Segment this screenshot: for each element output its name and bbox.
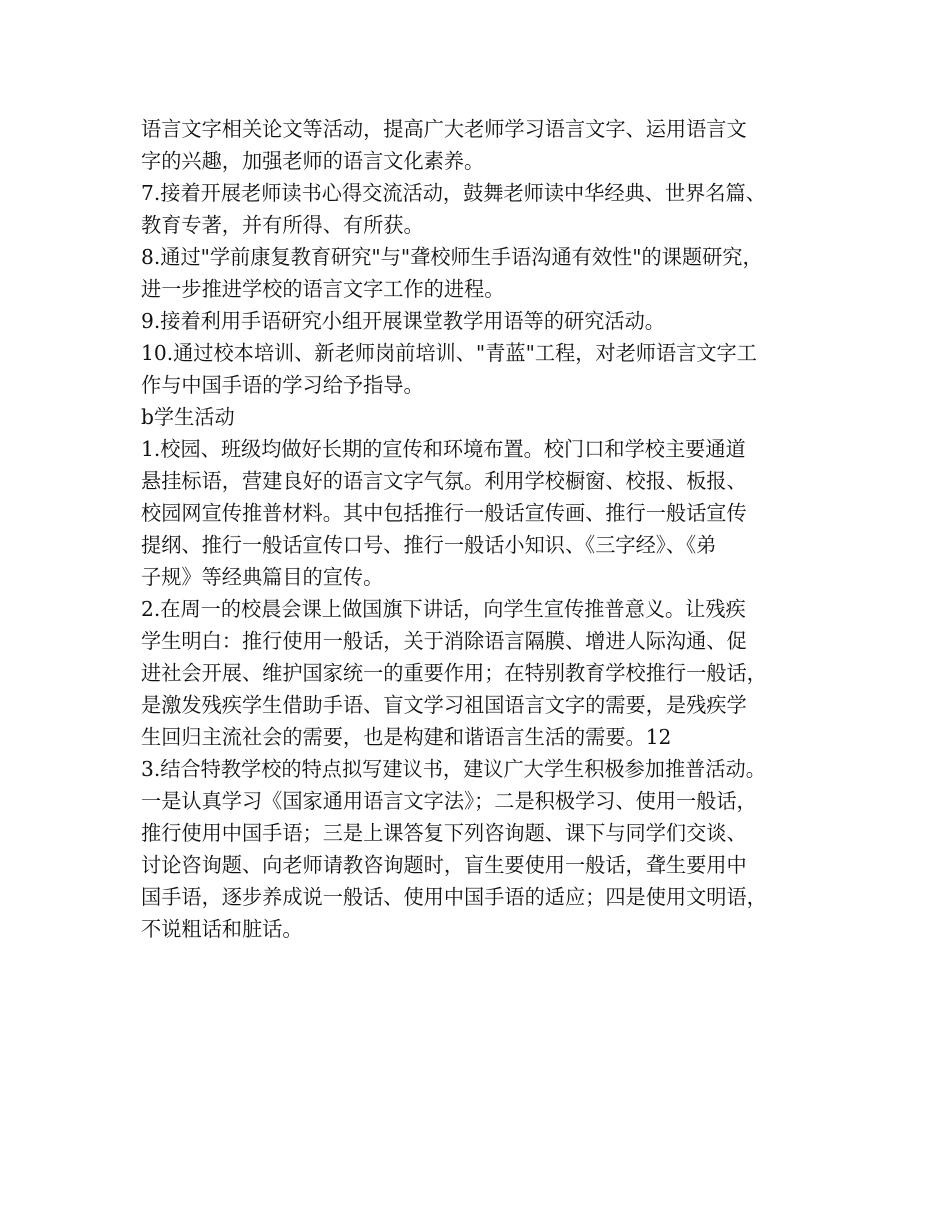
text-line: 进社会开展、维护国家统一的重要作用；在特别教育学校推行一般话， xyxy=(141,661,767,685)
text-line: 国手语，逐步养成说一般话、使用中国手语的适应；四是使用文明语， xyxy=(141,885,767,909)
document-page xyxy=(141,113,841,945)
text-line: 语言文字相关论文等活动，提高广大老师学习语言文字、运用语言文 xyxy=(141,117,747,141)
text-line: 1.校园、班级均做好长期的宣传和环境布置。校门口和学校主要通道 xyxy=(141,437,746,461)
text-line: 不说粗话和脏话。 xyxy=(141,917,303,941)
text-line: 悬挂标语，营建良好的语言文字气氛。利用学校橱窗、校报、板报、 xyxy=(141,469,747,493)
text-line: 进一步推进学校的语言文字工作的进程。 xyxy=(141,277,505,301)
text-line: 7.接着开展老师读书心得交流活动，鼓舞老师读中华经典、世界名篇、 xyxy=(141,181,766,205)
text-line: 9.接着利用手语研究小组开展课堂教学用语等的研究活动。 xyxy=(141,309,665,333)
text-line: 子规》等经典篇目的宣传。 xyxy=(141,565,384,589)
text-line: 推行使用中国手语；三是上课答复下列咨询题、课下与同学们交谈、 xyxy=(141,821,747,845)
text-line: 生回归主流社会的需要，也是构建和谐语言生活的需要。12 xyxy=(141,725,672,749)
text-line: 字的兴趣，加强老师的语言文化素养。 xyxy=(141,149,485,173)
text-line: 10.通过校本培训、新老师岗前培训、"青蓝"工程，对老师语言文字工 xyxy=(141,341,757,365)
text-line: 学生明白：推行使用一般话，关于消除语言隔膜、增进人际沟通、促 xyxy=(141,629,747,653)
text-line: 讨论咨询题、向老师请教咨询题时，盲生要使用一般话，聋生要用中 xyxy=(141,853,747,877)
text-line: 3.结合特教学校的特点拟写建议书，建议广大学生积极参加推普活动。 xyxy=(141,757,766,781)
text-line: 提纲、推行一般话宣传口号、推行一般话小知识、《三字经》、《弟 xyxy=(141,533,717,557)
text-line: 是激发残疾学生借助手语、盲文学习祖国语言文字的需要，是残疾学 xyxy=(141,693,747,717)
text-line: 一是认真学习《国家通用语言文字法》；二是积极学习、使用一般话， xyxy=(141,789,757,813)
text-line: 作与中国手语的学习给予指导。 xyxy=(141,373,424,397)
text-line: 8.通过"学前康复教育研究"与"聋校师生手语沟通有效性"的课题研究， xyxy=(141,245,763,269)
text-line: 教育专著，并有所得、有所获。 xyxy=(141,213,424,237)
text-line: 校园网宣传推普材料。其中包括推行一般话宣传画、推行一般话宣传 xyxy=(141,501,747,525)
section-heading: b学生活动 xyxy=(141,405,235,429)
text-line: 2.在周一的校晨会课上做国旗下讲话，向学生宣传推普意义。让残疾 xyxy=(141,597,746,621)
